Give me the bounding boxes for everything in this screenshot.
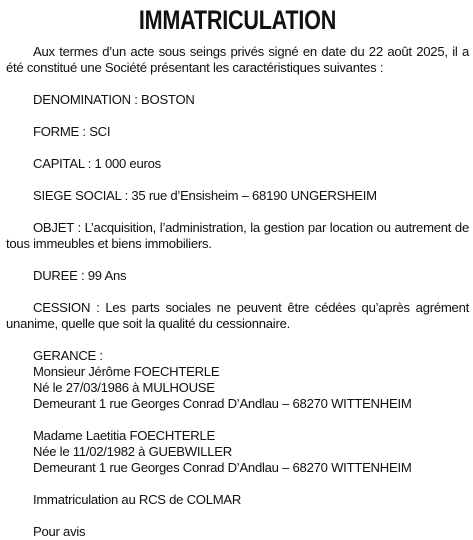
intro-paragraph: Aux termes d’un acte sous seings privés signé en date du 22 août 2025, il a été constitué une Société présentant les caractéristiques suivantes :: [6, 44, 469, 75]
manager-address: Demeurant 1 rue Georges Conrad D’Andlau – 68270 WITTENHEIM: [33, 396, 412, 411]
gerance-heading: GERANCE :: [33, 348, 103, 363]
manager-birth: Née le 11/02/1982 à GUEBWILLER: [33, 444, 232, 459]
forme-line: FORME : SCI: [33, 124, 111, 139]
manager-block: [33, 428, 469, 476]
cession-paragraph: CESSION : Les parts sociales ne peuvent être cédées qu’après agrément unanime, quelle que soit la qualité du cessionnaire.: [6, 300, 469, 331]
manager-name: Madame Laetitia FOECHTERLE: [33, 428, 215, 443]
manager-address: Demeurant 1 rue Georges Conrad D’Andlau – 68270 WITTENHEIM: [33, 460, 412, 475]
legal-notice: [6, 0, 469, 540]
denomination-line: DENOMINATION : BOSTON: [33, 92, 195, 107]
duree-line: DUREE : 99 Ans: [33, 268, 127, 283]
notice-title: IMMATRICULATION: [138, 5, 337, 35]
manager-name: Monsieur Jérôme FOECHTERLE: [33, 364, 220, 379]
siege-social-line: SIEGE SOCIAL : 35 rue d’Ensisheim – 68190 UNGERSHEIM: [33, 188, 377, 203]
objet-paragraph: OBJET : L’acquisition, l’administration, la gestion par location ou autrement de tous immeubles et biens immobiliers.: [6, 220, 469, 251]
manager-birth: Né le 27/03/1986 à MULHOUSE: [33, 380, 215, 395]
capital-line: CAPITAL : 1 000 euros: [33, 156, 161, 171]
gerance-section: [6, 348, 469, 476]
rcs-line: Immatriculation au RCS de COLMAR: [33, 492, 242, 507]
closing-line: Pour avis: [33, 524, 86, 539]
manager-block: [33, 364, 469, 412]
